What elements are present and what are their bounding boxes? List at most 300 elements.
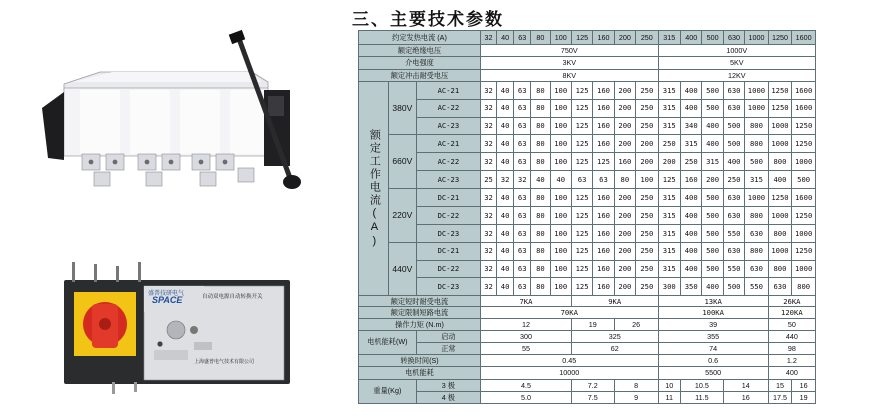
current-value: 250 bbox=[636, 260, 658, 278]
current-value: 250 bbox=[636, 189, 658, 207]
motor-energy-value: 5500 bbox=[658, 367, 768, 379]
switch-time-value: 0.45 bbox=[481, 355, 659, 367]
impulse-row-low: 8KV bbox=[481, 69, 659, 81]
voltage-label: 440V bbox=[388, 242, 416, 296]
current-value: 350 bbox=[681, 278, 702, 296]
current-value: 100 bbox=[550, 260, 571, 278]
rated-insulation-row-label: 额定绝缘电压 bbox=[359, 45, 481, 57]
current-value: 80 bbox=[531, 260, 550, 278]
current-value: 63 bbox=[514, 153, 531, 171]
controller-photo bbox=[64, 262, 290, 394]
switch-time-row bbox=[359, 355, 816, 367]
current-value: 1250 bbox=[792, 117, 816, 135]
current-value: 500 bbox=[723, 135, 744, 153]
current-value: 400 bbox=[681, 206, 702, 224]
motor-start-value: 325 bbox=[571, 330, 658, 342]
current-value: 160 bbox=[593, 117, 614, 135]
current-value: 630 bbox=[745, 224, 769, 242]
weight-4pole-value: 9 bbox=[614, 391, 658, 403]
current-value: 1600 bbox=[792, 99, 816, 117]
current-value: 100 bbox=[550, 153, 571, 171]
current-value: 250 bbox=[636, 117, 658, 135]
current-value: 125 bbox=[571, 153, 592, 171]
short-time-value: 7KA bbox=[481, 296, 572, 307]
current-value: 32 bbox=[481, 153, 497, 171]
impulse-row-label: 额定冲击耐受电压 bbox=[359, 69, 481, 81]
operating-force-value: 12 bbox=[481, 318, 572, 330]
current-value: 250 bbox=[636, 224, 658, 242]
current-value: 200 bbox=[614, 99, 635, 117]
current-value: 800 bbox=[768, 260, 792, 278]
current-value: 200 bbox=[636, 135, 658, 153]
impulse-row-high: 12KV bbox=[658, 69, 815, 81]
current-value: 63 bbox=[514, 206, 531, 224]
motor-start-value: 300 bbox=[481, 330, 572, 342]
operating-current-row bbox=[359, 99, 816, 117]
current-value: 1000 bbox=[792, 153, 816, 171]
current-value: 80 bbox=[531, 242, 550, 260]
current-value: 32 bbox=[481, 278, 497, 296]
weight-4pole-row bbox=[359, 391, 816, 403]
current-value: 630 bbox=[723, 99, 744, 117]
current-value: 315 bbox=[681, 135, 702, 153]
current-value: 200 bbox=[614, 206, 635, 224]
weight-3pole-value: 8 bbox=[614, 379, 658, 391]
weight-4pole-label: 4 极 bbox=[416, 391, 480, 403]
current-header-cell: 500 bbox=[702, 31, 723, 45]
current-value: 63 bbox=[514, 224, 531, 242]
short-circuit-row bbox=[359, 307, 816, 318]
header-row bbox=[359, 31, 816, 45]
current-header-cell: 630 bbox=[723, 31, 744, 45]
operating-force-row bbox=[359, 318, 816, 330]
operating-current-row bbox=[359, 242, 816, 260]
current-value: 250 bbox=[681, 153, 702, 171]
current-value: 40 bbox=[497, 206, 514, 224]
current-value: 25 bbox=[481, 171, 497, 189]
operating-current-row bbox=[359, 224, 816, 242]
voltage-label: 220V bbox=[388, 189, 416, 243]
current-value: 63 bbox=[514, 117, 531, 135]
current-value: 32 bbox=[481, 242, 497, 260]
current-header-cell: 1600 bbox=[792, 31, 816, 45]
current-value: 100 bbox=[550, 99, 571, 117]
current-value: 32 bbox=[481, 224, 497, 242]
current-value: 100 bbox=[636, 171, 658, 189]
current-value: 400 bbox=[723, 153, 744, 171]
current-value: 200 bbox=[614, 260, 635, 278]
current-value: 315 bbox=[658, 81, 680, 99]
weight-3pole-value: 14 bbox=[723, 379, 768, 391]
current-value: 100 bbox=[550, 278, 571, 296]
operating-current-row bbox=[359, 206, 816, 224]
short-circuit-value: 120KA bbox=[768, 307, 815, 318]
current-value: 80 bbox=[531, 117, 550, 135]
current-value: 63 bbox=[571, 171, 592, 189]
current-value: 250 bbox=[636, 99, 658, 117]
current-value: 500 bbox=[702, 224, 723, 242]
current-value: 630 bbox=[723, 189, 744, 207]
current-value: 100 bbox=[550, 242, 571, 260]
operating-current-row bbox=[359, 260, 816, 278]
current-value: 80 bbox=[531, 224, 550, 242]
operating-current-row bbox=[359, 153, 816, 171]
current-value: 125 bbox=[571, 224, 592, 242]
current-value: 63 bbox=[514, 99, 531, 117]
motor-start-value: 440 bbox=[768, 330, 815, 342]
current-value: 1000 bbox=[768, 135, 792, 153]
impulse-row bbox=[359, 69, 816, 81]
current-value: 1000 bbox=[745, 189, 769, 207]
current-value: 400 bbox=[681, 224, 702, 242]
controller-product-name: 自动双电源自动转换开关 bbox=[202, 294, 263, 300]
utilization-category: DC-23 bbox=[416, 224, 480, 242]
weight-3pole-value: 10.5 bbox=[681, 379, 724, 391]
utilization-category: AC-22 bbox=[416, 153, 480, 171]
current-header-cell: 200 bbox=[614, 31, 635, 45]
current-value: 250 bbox=[636, 278, 658, 296]
operating-current-row bbox=[359, 171, 816, 189]
current-value: 1600 bbox=[792, 189, 816, 207]
operating-current-row bbox=[359, 81, 816, 99]
current-value: 32 bbox=[481, 206, 497, 224]
motor-energy-row bbox=[359, 367, 816, 379]
current-value: 400 bbox=[768, 171, 792, 189]
controller-body bbox=[64, 262, 290, 394]
motor-normal-label: 正常 bbox=[416, 343, 480, 355]
short-circuit-value: 100KA bbox=[658, 307, 768, 318]
current-value: 160 bbox=[593, 135, 614, 153]
weight-3pole-value: 16 bbox=[792, 379, 816, 391]
current-header-cell: 1000 bbox=[745, 31, 769, 45]
short-circuit-label: 额定限制短路电流 bbox=[359, 307, 481, 318]
current-header-cell: 32 bbox=[481, 31, 497, 45]
current-value: 40 bbox=[497, 278, 514, 296]
weight-4pole-value: 11 bbox=[658, 391, 680, 403]
current-value: 40 bbox=[497, 242, 514, 260]
current-value: 400 bbox=[681, 242, 702, 260]
current-value: 630 bbox=[723, 81, 744, 99]
weight-4pole-value: 7.5 bbox=[571, 391, 614, 403]
current-value: 1250 bbox=[768, 189, 792, 207]
operating-force-label: 操作力矩 (N.m) bbox=[359, 318, 481, 330]
current-value: 315 bbox=[658, 206, 680, 224]
current-value: 32 bbox=[514, 171, 531, 189]
current-value: 500 bbox=[745, 153, 769, 171]
current-value: 315 bbox=[658, 117, 680, 135]
utilization-category: AC-22 bbox=[416, 99, 480, 117]
current-value: 125 bbox=[571, 189, 592, 207]
current-value: 63 bbox=[514, 81, 531, 99]
operating-current-row bbox=[359, 278, 816, 296]
weight-4pole-value: 5.0 bbox=[481, 391, 572, 403]
current-value: 400 bbox=[681, 260, 702, 278]
operating-force-value: 26 bbox=[614, 318, 658, 330]
rated-insulation-row-high: 1000V bbox=[658, 45, 815, 57]
current-value: 400 bbox=[681, 189, 702, 207]
rated-insulation-row-low: 750V bbox=[481, 45, 659, 57]
current-value: 630 bbox=[745, 260, 769, 278]
current-value: 160 bbox=[593, 242, 614, 260]
current-value: 1250 bbox=[768, 99, 792, 117]
current-value: 40 bbox=[497, 99, 514, 117]
current-value: 250 bbox=[723, 171, 744, 189]
current-value: 200 bbox=[614, 189, 635, 207]
current-value: 32 bbox=[481, 260, 497, 278]
current-header-cell: 100 bbox=[550, 31, 571, 45]
current-value: 200 bbox=[614, 135, 635, 153]
current-value: 500 bbox=[702, 242, 723, 260]
operating-current-label: 额定工作电流(A) bbox=[359, 81, 389, 296]
current-value: 160 bbox=[593, 206, 614, 224]
current-value: 32 bbox=[481, 99, 497, 117]
current-value: 1000 bbox=[768, 117, 792, 135]
weight-4pole-value: 17.5 bbox=[768, 391, 792, 403]
current-value: 800 bbox=[745, 242, 769, 260]
current-value: 100 bbox=[550, 81, 571, 99]
current-value: 1000 bbox=[792, 224, 816, 242]
utilization-category: DC-22 bbox=[416, 206, 480, 224]
current-value: 200 bbox=[614, 81, 635, 99]
short-circuit-value: 70KA bbox=[481, 307, 659, 318]
current-value: 315 bbox=[658, 260, 680, 278]
motor-normal-row bbox=[359, 343, 816, 355]
current-value: 500 bbox=[702, 260, 723, 278]
current-value: 800 bbox=[768, 224, 792, 242]
current-value: 500 bbox=[792, 171, 816, 189]
operating-current-row bbox=[359, 117, 816, 135]
current-value: 160 bbox=[593, 99, 614, 117]
operating-current-row bbox=[359, 135, 816, 153]
current-header-cell: 400 bbox=[681, 31, 702, 45]
current-value: 32 bbox=[481, 135, 497, 153]
current-value: 160 bbox=[614, 153, 635, 171]
utilization-category: AC-21 bbox=[416, 81, 480, 99]
current-value: 80 bbox=[531, 189, 550, 207]
current-value: 160 bbox=[593, 189, 614, 207]
motor-start-label: 启动 bbox=[416, 330, 480, 342]
current-value: 80 bbox=[531, 81, 550, 99]
current-value: 160 bbox=[681, 171, 702, 189]
row-label-current: 约定发热电流 (A) bbox=[359, 31, 481, 45]
current-value: 100 bbox=[550, 117, 571, 135]
weight-4pole-value: 11.5 bbox=[681, 391, 724, 403]
motor-normal-value: 98 bbox=[768, 343, 815, 355]
current-value: 40 bbox=[497, 189, 514, 207]
current-header-cell: 40 bbox=[497, 31, 514, 45]
current-value: 63 bbox=[514, 189, 531, 207]
current-value: 125 bbox=[593, 153, 614, 171]
current-value: 1000 bbox=[745, 99, 769, 117]
utilization-category: DC-21 bbox=[416, 189, 480, 207]
current-value: 300 bbox=[658, 278, 680, 296]
voltage-label: 660V bbox=[388, 135, 416, 189]
current-value: 630 bbox=[723, 242, 744, 260]
current-value: 200 bbox=[614, 278, 635, 296]
current-value: 100 bbox=[550, 189, 571, 207]
current-header-cell: 160 bbox=[593, 31, 614, 45]
dielectric-row-high: 5KV bbox=[658, 57, 815, 69]
current-value: 800 bbox=[768, 153, 792, 171]
weight-3pole-value: 10 bbox=[658, 379, 680, 391]
current-value: 40 bbox=[497, 260, 514, 278]
current-value: 100 bbox=[550, 206, 571, 224]
current-value: 500 bbox=[702, 206, 723, 224]
current-value: 80 bbox=[531, 206, 550, 224]
current-value: 1000 bbox=[792, 260, 816, 278]
current-value: 125 bbox=[571, 206, 592, 224]
controller-brand-cn: 盛普技研电气 bbox=[148, 290, 185, 297]
current-value: 40 bbox=[531, 171, 550, 189]
motor-energy-value: 10000 bbox=[481, 367, 659, 379]
current-value: 250 bbox=[658, 135, 680, 153]
current-header-cell: 1250 bbox=[768, 31, 792, 45]
voltage-label: 380V bbox=[388, 81, 416, 135]
current-value: 125 bbox=[571, 278, 592, 296]
weight-3pole-value: 15 bbox=[768, 379, 792, 391]
utilization-category: AC-23 bbox=[416, 171, 480, 189]
current-value: 200 bbox=[636, 153, 658, 171]
current-value: 200 bbox=[614, 224, 635, 242]
utilization-category: DC-23 bbox=[416, 278, 480, 296]
weight-4pole-value: 19 bbox=[792, 391, 816, 403]
current-header-cell: 63 bbox=[514, 31, 531, 45]
weight-3pole-label: 3 极 bbox=[416, 379, 480, 391]
short-time-value: 13KA bbox=[658, 296, 768, 307]
motor-normal-value: 62 bbox=[571, 343, 658, 355]
utilization-category: AC-21 bbox=[416, 135, 480, 153]
current-value: 40 bbox=[497, 117, 514, 135]
current-value: 500 bbox=[723, 278, 744, 296]
short-time-value: 26KA bbox=[768, 296, 815, 307]
current-value: 125 bbox=[571, 260, 592, 278]
current-value: 315 bbox=[702, 153, 723, 171]
current-value: 200 bbox=[702, 171, 723, 189]
weight-3pole-value: 7.2 bbox=[571, 379, 614, 391]
current-value: 32 bbox=[481, 189, 497, 207]
current-value: 200 bbox=[658, 153, 680, 171]
weight-3pole-value: 4.5 bbox=[481, 379, 572, 391]
current-value: 200 bbox=[614, 117, 635, 135]
current-value: 125 bbox=[571, 99, 592, 117]
current-value: 315 bbox=[658, 242, 680, 260]
dielectric-row-low: 3KV bbox=[481, 57, 659, 69]
current-value: 125 bbox=[571, 242, 592, 260]
current-value: 550 bbox=[745, 278, 769, 296]
current-value: 63 bbox=[514, 278, 531, 296]
current-value: 400 bbox=[681, 99, 702, 117]
current-value: 1000 bbox=[768, 206, 792, 224]
current-value: 160 bbox=[593, 278, 614, 296]
current-value: 550 bbox=[723, 224, 744, 242]
current-value: 32 bbox=[481, 117, 497, 135]
short-time-row bbox=[359, 296, 816, 307]
operating-force-value: 19 bbox=[571, 318, 614, 330]
weight-label: 重量(Kg) bbox=[359, 379, 417, 403]
current-value: 40 bbox=[497, 135, 514, 153]
dielectric-row bbox=[359, 57, 816, 69]
current-value: 550 bbox=[723, 260, 744, 278]
current-value: 100 bbox=[550, 224, 571, 242]
switch-time-value: 0.6 bbox=[658, 355, 768, 367]
switch-time-value: 1.2 bbox=[768, 355, 815, 367]
current-value: 100 bbox=[550, 135, 571, 153]
motor-energy-value: 400 bbox=[768, 367, 815, 379]
current-value: 400 bbox=[681, 81, 702, 99]
current-value: 32 bbox=[481, 81, 497, 99]
current-value: 63 bbox=[514, 242, 531, 260]
motor-start-value: 355 bbox=[658, 330, 768, 342]
current-value: 340 bbox=[681, 117, 702, 135]
weight-3pole-row bbox=[359, 379, 816, 391]
current-value: 80 bbox=[531, 153, 550, 171]
current-value: 1250 bbox=[792, 206, 816, 224]
current-value: 630 bbox=[768, 278, 792, 296]
current-value: 32 bbox=[497, 171, 514, 189]
current-value: 630 bbox=[723, 206, 744, 224]
current-value: 315 bbox=[658, 99, 680, 117]
current-value: 500 bbox=[723, 117, 744, 135]
current-header-cell: 80 bbox=[531, 31, 550, 45]
current-value: 800 bbox=[745, 135, 769, 153]
current-value: 160 bbox=[593, 81, 614, 99]
current-value: 500 bbox=[702, 81, 723, 99]
current-value: 250 bbox=[636, 206, 658, 224]
current-value: 800 bbox=[792, 278, 816, 296]
motor-power-label: 电机能耗(W) bbox=[359, 330, 417, 354]
operating-force-value: 50 bbox=[768, 318, 815, 330]
current-value: 315 bbox=[658, 189, 680, 207]
section-heading: 三、主要技术参数 bbox=[352, 10, 504, 30]
current-value: 400 bbox=[702, 117, 723, 135]
current-value: 80 bbox=[531, 135, 550, 153]
short-time-value: 9KA bbox=[571, 296, 658, 307]
current-value: 80 bbox=[531, 278, 550, 296]
current-value: 40 bbox=[497, 81, 514, 99]
short-time-label: 额定短时耐受电流 bbox=[359, 296, 481, 307]
current-value: 315 bbox=[745, 171, 769, 189]
motor-normal-value: 55 bbox=[481, 343, 572, 355]
controller-maker: 上海盛普电气技术有限公司 bbox=[194, 359, 255, 365]
current-value: 1000 bbox=[768, 242, 792, 260]
current-value: 1250 bbox=[792, 242, 816, 260]
current-value: 400 bbox=[702, 135, 723, 153]
current-value: 125 bbox=[658, 171, 680, 189]
dielectric-row-label: 介电强度 bbox=[359, 57, 481, 69]
utilization-category: DC-22 bbox=[416, 260, 480, 278]
current-value: 500 bbox=[702, 189, 723, 207]
current-value: 800 bbox=[745, 206, 769, 224]
motor-start-row bbox=[359, 330, 816, 342]
current-value: 40 bbox=[497, 224, 514, 242]
transfer-switch-photo bbox=[42, 28, 304, 200]
utilization-category: AC-23 bbox=[416, 117, 480, 135]
current-value: 160 bbox=[593, 224, 614, 242]
current-value: 40 bbox=[550, 171, 571, 189]
current-value: 400 bbox=[702, 278, 723, 296]
motor-energy-label: 电机能耗 bbox=[359, 367, 481, 379]
current-value: 1250 bbox=[768, 81, 792, 99]
current-value: 125 bbox=[571, 135, 592, 153]
current-value: 1250 bbox=[792, 135, 816, 153]
current-value: 315 bbox=[658, 224, 680, 242]
motor-normal-value: 74 bbox=[658, 343, 768, 355]
current-header-cell: 250 bbox=[636, 31, 658, 45]
operating-force-value: 39 bbox=[658, 318, 768, 330]
current-value: 40 bbox=[497, 153, 514, 171]
current-value: 160 bbox=[593, 260, 614, 278]
current-value: 1600 bbox=[792, 81, 816, 99]
